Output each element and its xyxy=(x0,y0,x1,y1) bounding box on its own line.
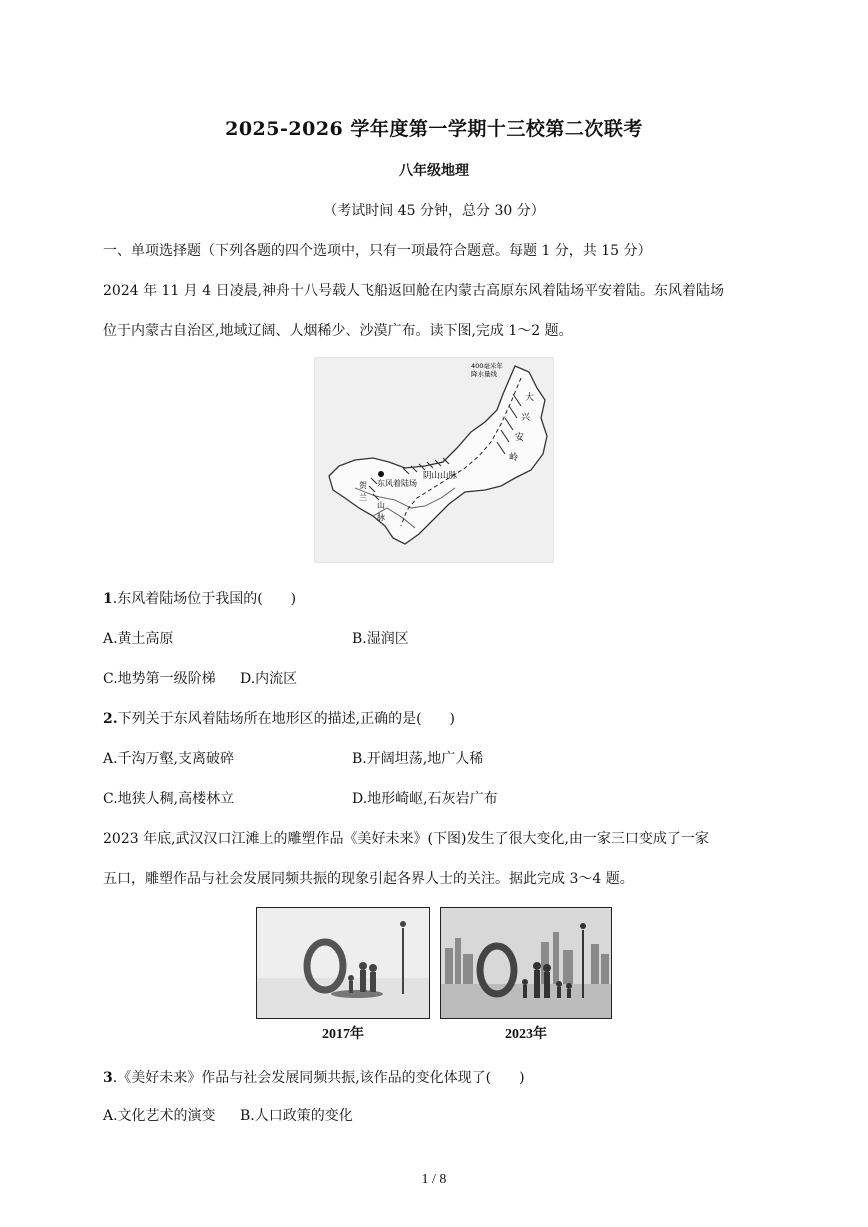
q2-option-d: D.地形崎岖,石灰岩广布 xyxy=(352,791,498,807)
question-1-number: 1 xyxy=(103,591,113,607)
question-3 xyxy=(103,1067,525,1087)
question-2-stem: 下列关于东风着陆场所在地形区的描述,正确的是( ) xyxy=(117,711,455,727)
q1-option-d: D.内流区 xyxy=(240,671,298,687)
q2-option-c: C.地狭人稠,高楼林立 xyxy=(103,791,235,807)
sculpture-photo-2017 xyxy=(256,907,430,1019)
question-2 xyxy=(103,708,455,728)
passage1-line1: 2024 年 11 月 4 日凌晨,神舟十八号载人飞船返回舱在内蒙古高原东风着陆场平安着陆。东风着陆场 xyxy=(103,283,725,299)
map-drawing xyxy=(315,358,553,562)
passage2-line1: 2023 年底,武汉汉口江滩上的雕塑作品《美好未来》(下图)发生了很大变化,由一家三口变成了一家 xyxy=(103,831,709,847)
q1-option-a: A.黄土高原 xyxy=(103,631,174,647)
sculpture-2023-illustration xyxy=(441,908,611,1018)
daxinganling-char-3: 安 xyxy=(515,433,525,443)
passage2-line2: 五口，雕塑作品与社会发展同频共振的现象引起各界人士的关注。据此完成 3～4 题。 xyxy=(103,871,634,887)
q1-option-c: C.地势第一级阶梯 xyxy=(103,671,216,687)
sculpture-photo-2023 xyxy=(440,907,612,1019)
passage1-line2: 位于内蒙古自治区,地域辽阔、人烟稀少、沙漠广布。读下图,完成 1～2 题。 xyxy=(103,323,573,339)
q3-option-a: A.文化艺术的演变 xyxy=(103,1108,216,1124)
page-number: 1 / 8 xyxy=(421,1172,447,1187)
q3-option-b: B.人口政策的变化 xyxy=(240,1108,353,1124)
question-1 xyxy=(103,588,296,608)
question-3-number: 3 xyxy=(103,1070,113,1086)
site-label: 东风着陆场 xyxy=(377,479,417,488)
section-heading: 一、单项选择题（下列各题的四个选项中，只有一项最符合题意。每题 1 分，共 15 分） xyxy=(103,243,652,259)
daxinganling-char-2: 兴 xyxy=(521,413,531,423)
yinshan-label: 阴山山脉 xyxy=(423,471,458,481)
exam-info: （考试时间 45 分钟，总分 30 分） xyxy=(323,203,545,219)
landing-site-marker xyxy=(378,471,384,477)
q1-option-b: B.湿润区 xyxy=(352,631,409,647)
isohyet-label-2: 降水量线 xyxy=(471,370,497,378)
daxinganling-char-1: 大 xyxy=(525,393,535,403)
question-2-number: 2. xyxy=(103,711,118,727)
q2-option-a: A.千沟万壑,支离破碎 xyxy=(103,751,235,767)
question-3-stem: .《美好未来》作品与社会发展同频共振,该作品的变化体现了( ) xyxy=(112,1070,525,1086)
helanshan-char-3: 山 xyxy=(377,501,385,510)
q2-option-b: B.开阔坦荡,地广人稀 xyxy=(352,751,484,767)
exam-subject: 八年级地理 xyxy=(399,163,469,179)
exam-title: 2025-2026 学年度第一学期十三校第二次联考 xyxy=(225,118,643,140)
sculpture-2017-illustration xyxy=(257,908,429,1018)
photo-caption-2023: 2023年 xyxy=(505,1027,547,1042)
helanshan-char-2: 兰 xyxy=(359,493,367,502)
photo-caption-2017: 2017年 xyxy=(322,1027,364,1042)
helanshan-char-1: 贺 xyxy=(359,481,367,490)
daxinganling-char-4: 岭 xyxy=(509,453,519,463)
helanshan-char-4: 脉 xyxy=(377,513,385,522)
inner-mongolia-map xyxy=(314,357,554,563)
isohyet-label-1: 400毫米年 xyxy=(471,362,503,370)
question-1-stem: .东风着陆场位于我国的( ) xyxy=(112,591,297,607)
